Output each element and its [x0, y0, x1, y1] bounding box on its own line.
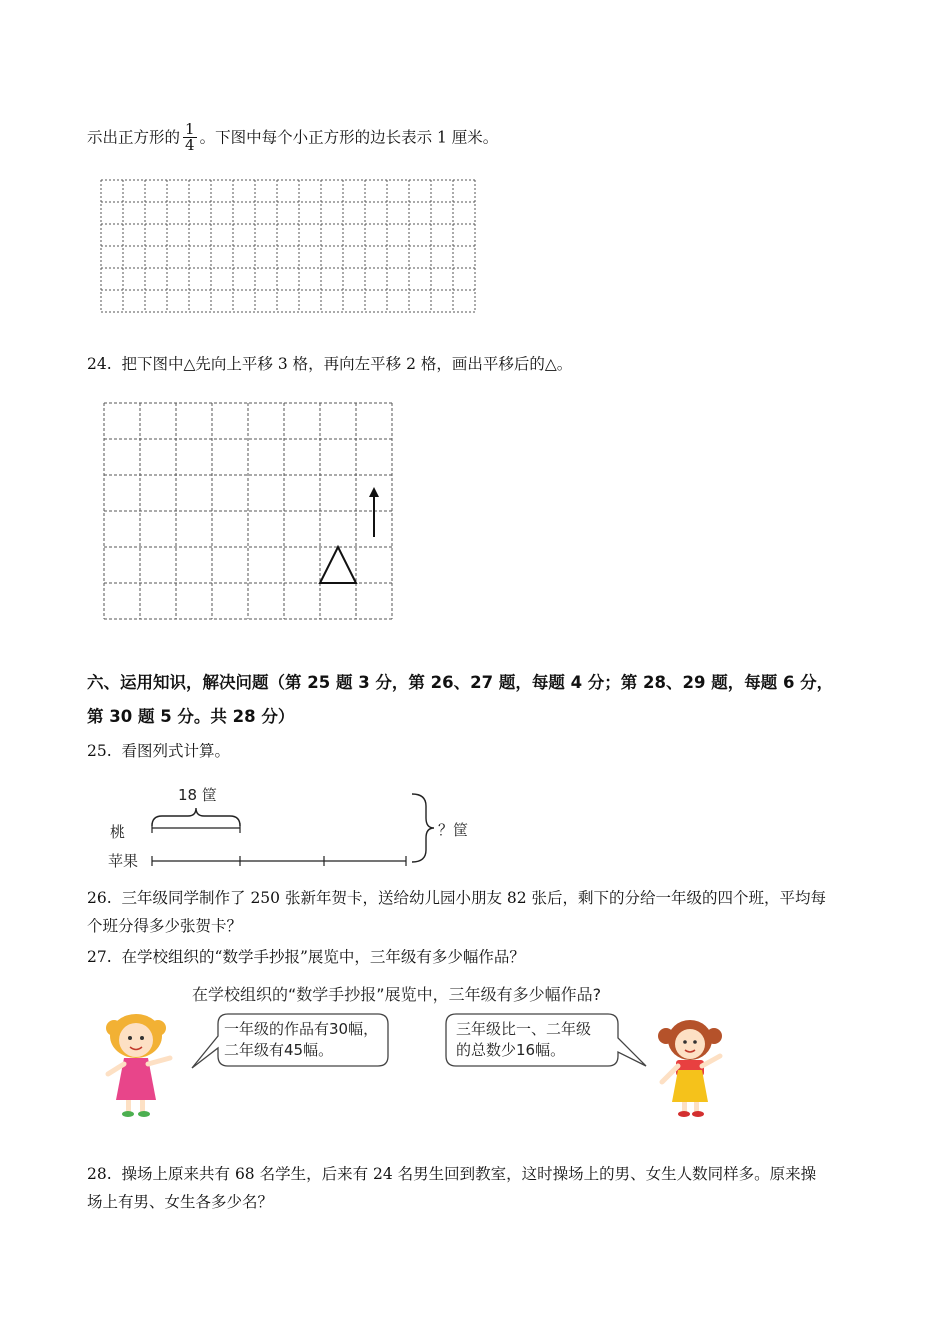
q25-number: 25. — [87, 742, 112, 760]
q26-line1 — [87, 887, 826, 909]
q25-line — [87, 740, 230, 762]
q28-text-line1: 操场上原来共有 68 名学生，后来有 24 名男生回到教室，这时操场上的男、女生人数同样多。原来操 — [121, 1165, 817, 1183]
peach-label: 桃 — [110, 823, 126, 841]
q27-text: 在学校组织的“数学手抄报”展览中，三年级有多少幅作品？ — [121, 948, 525, 966]
q26-number: 26. — [87, 889, 112, 907]
q24-number: 24. — [87, 355, 112, 373]
q27-number: 27. — [87, 948, 112, 966]
total-label: ？筐 — [438, 821, 469, 839]
q23-text-pre: 示出正方形的 — [87, 128, 181, 147]
q27-picture — [100, 978, 740, 1128]
right-girl-illustration — [658, 1020, 722, 1117]
q26-text-line1: 三年级同学制作了 250 张新年贺卡，送给幼儿园小朋友 82 张后，剩下的分给一年级的四个班，平均每 — [121, 889, 827, 907]
drawing-grid-q24[interactable] — [104, 403, 392, 619]
picture-caption: 在学校组织的“数学手抄报”展览中，三年级有多少幅作品? — [192, 985, 602, 1004]
drawing-grid-q23[interactable] — [101, 180, 477, 312]
q24-text: 把下图中△先向上平移 3 格，再向左平移 2 格，画出平移后的△。 — [121, 355, 573, 373]
q27-line — [87, 946, 525, 968]
q28-line2: 场上有男、女生各多少名？ — [87, 1193, 274, 1211]
diagram-top-label: 18 筐 — [178, 786, 217, 804]
q25-text: 看图列式计算。 — [121, 742, 231, 760]
q24-line — [87, 353, 572, 375]
section-6-heading-line2: 第 30 题 5 分。共 28 分） — [87, 707, 295, 726]
triangle-shape[interactable] — [320, 547, 356, 583]
q28-line1 — [87, 1163, 816, 1185]
q23-tail-line — [87, 122, 498, 153]
right-bubble-line1: 三年级比一、二年级 — [456, 1020, 592, 1038]
section-6-heading-line1: 六、运用知识，解决问题（第 25 题 3 分，第 26、27 题，每题 4 分；第 28、29 题，每题 6 分， — [87, 673, 834, 692]
left-girl-illustration — [106, 1014, 170, 1117]
left-bubble-line2: 二年级有45幅。 — [224, 1041, 334, 1059]
right-bubble-line2: 的总数少16幅。 — [456, 1041, 566, 1059]
fraction-numerator: 1 — [185, 120, 195, 138]
up-arrow-icon — [369, 487, 379, 497]
q28-number: 28. — [87, 1165, 112, 1183]
left-bubble-line1: 一年级的作品有30幅， — [224, 1020, 379, 1038]
fraction-denominator: 4 — [185, 136, 195, 154]
q23-text-post: 。下图中每个小正方形的边长表示 1 厘米。 — [199, 128, 499, 147]
q25-segment-diagram — [100, 780, 480, 875]
q26-line2: 个班分得多少张贺卡？ — [87, 917, 243, 935]
top-brace — [152, 808, 240, 826]
apple-label: 苹果 — [108, 852, 139, 870]
right-brace — [412, 794, 434, 862]
fraction-one-quarter — [183, 122, 197, 153]
